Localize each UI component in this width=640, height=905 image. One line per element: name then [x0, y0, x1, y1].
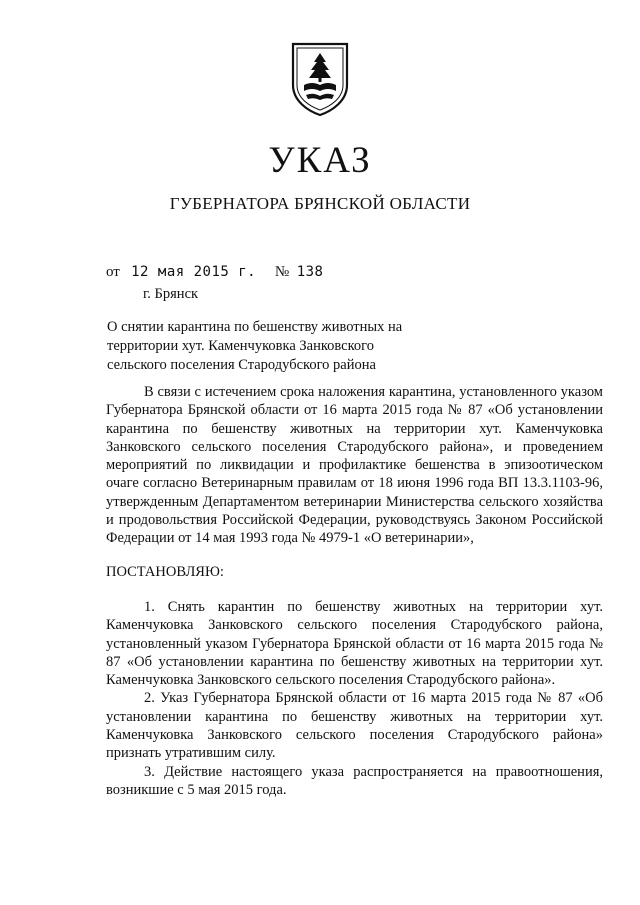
- number-label: №: [274, 264, 290, 280]
- decree-item: 3. Действие настоящего указа распространяется на правоотношения, возникшие с 5 мая 2015 года.: [106, 763, 603, 798]
- decree-word: ПОСТАНОВЛЯЮ:: [106, 564, 224, 580]
- document-title: УКАЗ: [268, 140, 372, 181]
- decree-item: 2. Указ Губернатора Брянской области от 16 марта 2015 года № 87 «Об установлении карантина по бешенству животных на территории хут. Каменчуковка Занковского сельского поселения Стародубского района» признать утратившим силу.: [106, 690, 603, 762]
- decree-items: [106, 598, 603, 799]
- coat-of-arms-icon: [290, 41, 350, 117]
- from-label: от: [106, 264, 120, 280]
- preamble-paragraph: В связи с истечением срока наложения карантина, установленного указом Губернатора Брянской области от 16 марта 2015 года № 87 «Об установлении карантина по бешенству животных на территории хут. Каменчуковка Занковского сельского поселения Стародубского района», и проведением мероприятий по ликвидации и профилактике бешенства в эпизоотическом очаге согласно Ветеринарным правилам от 18 июня 1996 года ВП 13.3.1103-96, утвержденным Департаментом ветеринарии Министерства сельского хозяйства и продовольствия Российской Федерации, руководствуясь Законом Российской Федерации от 14 мая 1993 года № 4979-1 «О ветеринарии»,: [106, 384, 603, 547]
- decree-item: 1. Снять карантин по бешенству животных на территории хут. Каменчуковка Занковского сельского поселения Стародубского района, установленный указом Губернатора Брянской области от 16 марта 2015 года № 87 «Об установлении карантина по бешенству животных на территории хут. Каменчуковка Занковского сельского поселения Стародубского района».: [106, 599, 603, 689]
- document-date: 12 мая 2015 г.: [131, 264, 257, 280]
- document-meta: [106, 262, 323, 282]
- document-subtitle: ГУБЕРНАТОРА БРЯНСКОЙ ОБЛАСТИ: [169, 194, 471, 213]
- document-subject: О снятии карантина по бешенству животных на территории хут. Каменчуковка Занковского сельского поселения Стародубского района: [107, 319, 403, 373]
- document-city: г. Брянск: [143, 286, 199, 302]
- document-number: 138: [296, 264, 324, 280]
